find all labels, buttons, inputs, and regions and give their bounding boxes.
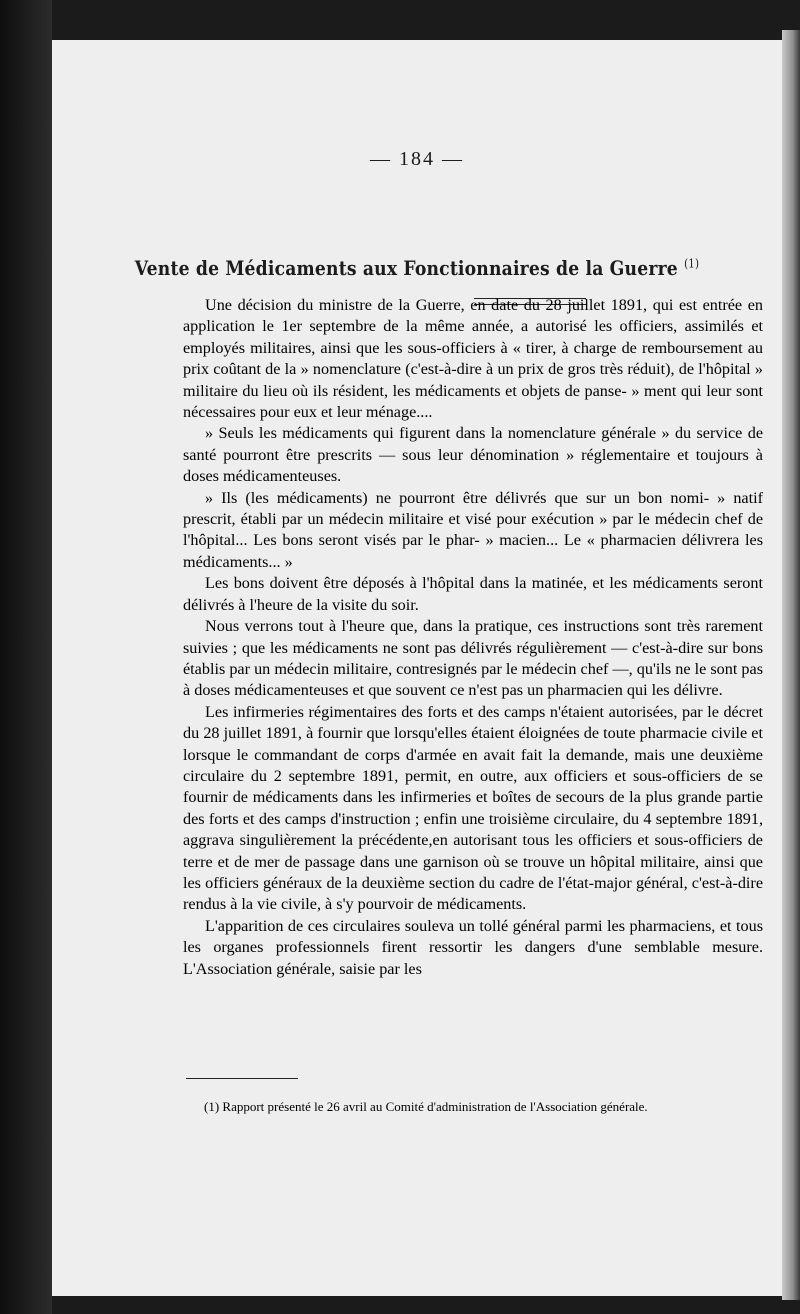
paragraph: Nous verrons tout à l'heure que, dans la pratique, ces instructions sont très rarement suivies ; que les médicaments ne sont pas délivrés régulièrement — c'est-à-dire sur bons établis par un médecin militaire, contresignés par le médecin chef —, qu'ils ne le sont pas à doses médicamenteuses et que souvent ce n'est pas un pharmacien qui les délivre.	[183, 617, 763, 700]
paragraph: Une décision du ministre de la Guerre, en date du 28 juillet 1891, qui est entrée en application le 1er septembre de la même année, a autorisé les officiers, assimilés et employés militaires, ainsi que les sous-officiers à « tirer, à charge de remboursement au prix coûtant de la » nomenclature (c'est-à-dire à un prix de gros très réduit), de l'hôpital » militaire du lieu où ils résident, les médicaments et objets de panse- » ment qui leur sont nécessaires pour eux et leur ménage....	[183, 296, 763, 422]
article-title	[103, 256, 731, 280]
paragraph: L'apparition de ces circulaires souleva un tollé général parmi les pharmaciens, et tous les organes professionnels firent ressortir les dangers d'une semblable mesure. L'Association générale, saisie par les	[183, 916, 763, 978]
page-edge	[782, 30, 800, 1300]
title-footnote-ref: (1)	[684, 256, 700, 271]
paragraph: Les infirmeries régimentaires des forts et des camps n'étaient autorisées, par le décret du 28 juillet 1891, à fournir que lorsqu'elles étaient éloignées de toute pharmacie civile et lorsque le commandant de corps d'armée en avait fait la demande, mais une deuxième circulaire du 2 septembre 1891, permit, en outre, aux officiers et sous-officiers de se fournir de médicaments dans les infirmeries et boîtes de secours de la plus grande partie des forts et des camps d'instruction ; enfin une troisième circulaire, du 4 septembre 1891, aggrava singulièrement la précédente,en autorisant tous les officiers et sous-officiers de terre et de mer de passage dans une garnison où se trouve un hôpital militaire, ainsi que les officiers généraux de la deuxième section du cadre de l'état-major général, c'est-à-dire rendus à la vie civile, à s'y pourvoir de médicaments.	[183, 702, 763, 914]
page-number: — 184 —	[370, 148, 464, 170]
paragraph: » Ils (les médicaments) ne pourront être délivrés que sur un bon nomi- » natif prescrit, établi par un médecin militaire et visé pour exécution » par le médecin chef de l'hôpital... Les bons seront visés par le phar- » macien... Le « pharmacien délivrera les médicaments... »	[183, 488, 763, 571]
article-title-text: Vente de Médicaments aux Fonctionnaires de la Guerre	[134, 256, 678, 280]
footnote: (1) Rapport présenté le 26 avril au Comité d'administration de l'Association générale.	[204, 1099, 648, 1114]
footnote-rule	[186, 1078, 298, 1079]
book-gutter	[0, 0, 52, 1314]
paragraph: Les bons doivent être déposés à l'hôpital dans la matinée, et les médicaments seront délivrés à l'heure de la visite du soir.	[183, 574, 763, 614]
article-body	[183, 295, 763, 980]
paragraph: » Seuls les médicaments qui figurent dans la nomenclature générale » du service de santé pourront être prescrits — sous leur dénomination » réglementaire et toujours à doses médicamenteuses.	[183, 424, 763, 486]
